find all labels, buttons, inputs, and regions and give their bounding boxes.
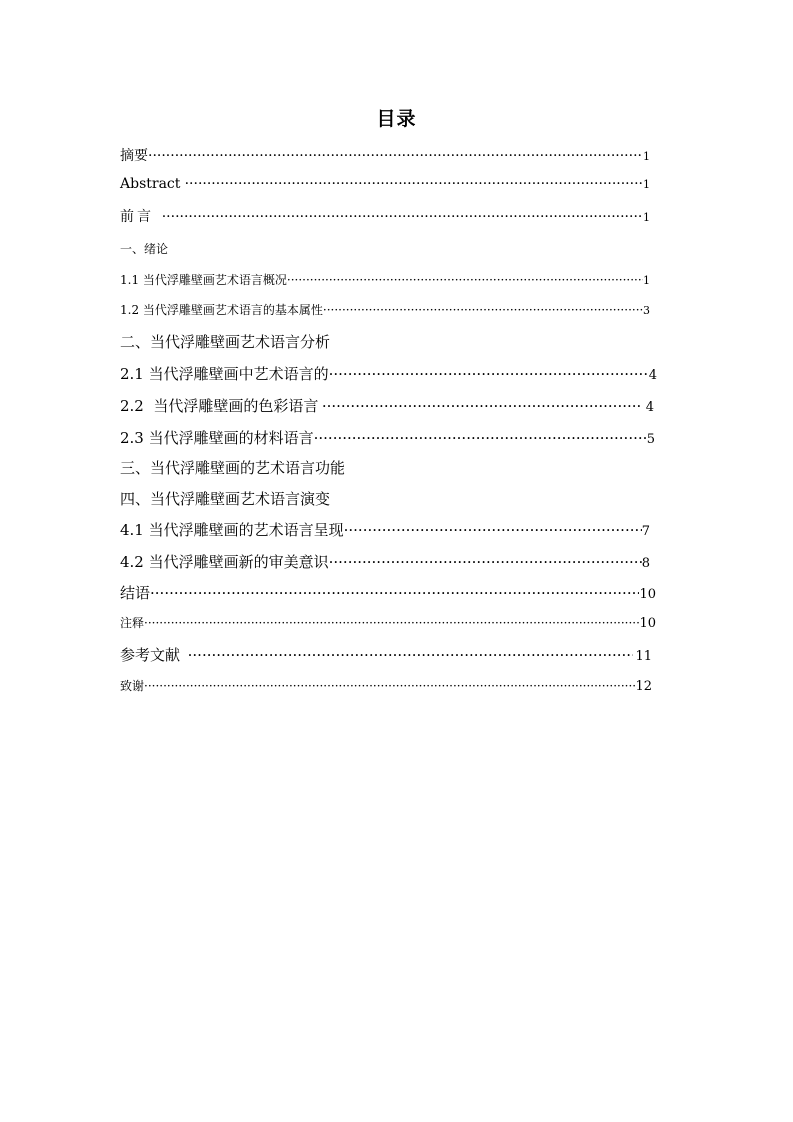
toc-entry-page: 11	[635, 649, 653, 664]
toc-leader-dots	[344, 521, 642, 539]
toc-entry-label: 致谢	[120, 679, 145, 693]
toc-heading-introduction[interactable]	[120, 240, 168, 257]
toc-entry-page: 1	[643, 150, 650, 163]
toc-entry-preface[interactable]	[120, 206, 650, 226]
toc-entry-acknowledgements[interactable]	[120, 677, 652, 694]
toc-entry-abstract-en[interactable]	[120, 176, 650, 192]
toc-leader-dots	[144, 679, 635, 693]
toc-leader-dots	[287, 273, 643, 287]
toc-leader-dots	[329, 553, 642, 571]
toc-entry-label: 四、当代浮雕壁画艺术语言演变	[120, 490, 331, 508]
toc-entry-abstract-cn[interactable]	[120, 145, 650, 165]
toc-entry-4-2[interactable]	[120, 551, 650, 572]
toc-leader-dots	[162, 209, 643, 225]
toc-entry-page: 1	[643, 211, 650, 224]
toc-leader-dots	[150, 584, 639, 602]
toc-entry-page: 7	[641, 524, 650, 539]
toc-leader-dots	[148, 148, 643, 164]
toc-leader-dots	[329, 365, 649, 383]
toc-leader-dots	[185, 176, 643, 192]
toc-entry-label: 一、绪论	[120, 242, 169, 256]
toc-entry-conclusion[interactable]	[120, 582, 656, 603]
toc-leader-dots	[144, 616, 639, 630]
toc-entry-2-1[interactable]	[120, 363, 657, 384]
toc-entry-page: 4	[648, 368, 657, 383]
toc-leader-dots	[188, 646, 633, 664]
toc-entry-page: 1	[643, 274, 650, 287]
toc-entry-page: 10	[639, 616, 656, 631]
toc-entry-page: 4	[645, 400, 654, 415]
toc-entry-label: 注释	[120, 616, 145, 630]
toc-entry-page: 5	[646, 432, 655, 447]
toc-heading-evolution[interactable]	[120, 488, 330, 509]
toc-entry-4-1[interactable]	[120, 519, 650, 540]
toc-heading-analysis[interactable]	[120, 331, 330, 352]
toc-entry-label: 2.2 当代浮雕壁画的色彩语言	[120, 397, 319, 415]
toc-entry-label: 1.1 当代浮雕壁画艺术语言概况	[120, 273, 287, 287]
toc-entry-page: 10	[639, 587, 656, 602]
toc-leader-dots	[322, 397, 642, 415]
toc-entry-label: 前言	[120, 209, 154, 225]
toc-entry-page: 3	[643, 304, 650, 317]
toc-entry-references[interactable]	[120, 644, 652, 665]
toc-entry-notes[interactable]	[120, 614, 656, 631]
toc-leader-dots	[323, 303, 643, 317]
toc-entry-page: 12	[635, 679, 652, 694]
toc-entry-label: 二、当代浮雕壁画艺术语言分析	[120, 333, 331, 351]
toc-entry-label: 4.1 当代浮雕壁画的艺术语言呈现	[120, 521, 344, 539]
toc-entry-page: 1	[643, 178, 650, 191]
toc-entry-label: 2.1 当代浮雕壁画中艺术语言的	[120, 365, 329, 383]
toc-entry-label: 4.2 当代浮雕壁画新的审美意识	[120, 553, 329, 571]
toc-entry-label: 2.3 当代浮雕壁画的材料语言	[120, 429, 314, 447]
toc-entry-label: Abstract	[120, 176, 181, 192]
toc-heading-function[interactable]	[120, 457, 345, 478]
toc-entry-label: 参考文献	[120, 646, 181, 664]
toc-entry-2-2[interactable]	[120, 395, 654, 416]
toc-entry-page: 8	[641, 556, 650, 571]
toc-leader-dots	[314, 429, 647, 447]
toc-entry-label: 三、当代浮雕壁画的艺术语言功能	[120, 459, 346, 477]
toc-entry-label: 摘要	[120, 148, 148, 164]
toc-title: 目录	[376, 108, 417, 130]
toc-entry-2-3[interactable]	[120, 427, 655, 448]
toc-entry-1-2[interactable]	[120, 301, 650, 318]
toc-entry-1-1[interactable]	[120, 271, 650, 288]
toc-entry-label: 结语	[120, 584, 151, 602]
toc-entry-label: 1.2 当代浮雕壁画艺术语言的基本属性	[120, 303, 323, 317]
